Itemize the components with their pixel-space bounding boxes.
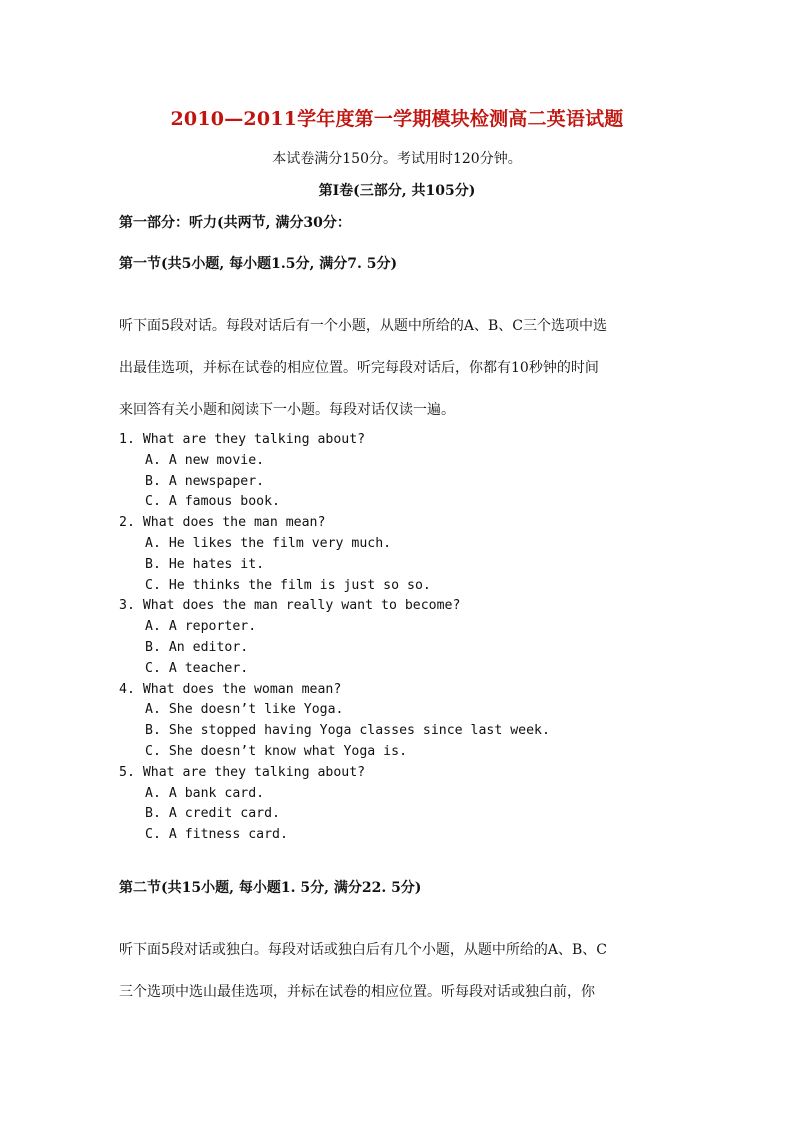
instruction-line: 出最佳选项，并标在试卷的相应位置。听完每段对话后，你都有10秒钟的时间 — [119, 360, 599, 376]
answer-option: A. A reporter. — [145, 619, 257, 635]
answer-option: C. A famous book. — [145, 494, 280, 510]
answer-option: B. A newspaper. — [145, 473, 265, 489]
question-stem: 3. What does the man really want to become? — [119, 598, 461, 614]
instruction-line: 来回答有关小题和阅读下一小题。每段对话仅读一遍。 — [119, 402, 455, 418]
answer-option: B. He hates it. — [145, 556, 265, 572]
question-stem: 1. What are they talking about? — [119, 432, 366, 447]
instruction-line: 听下面5段对话。每段对话后有一个小题，从题中所给的A、B、C三个选项中选 — [119, 318, 608, 334]
answer-option: A. He likes the film very much. — [145, 535, 392, 551]
answer-option: B. An editor. — [145, 639, 249, 655]
exam-subtitle: 本试卷满分150分。考试用时120分钟。 — [272, 151, 522, 167]
question-stem: 5. What are they talking about? — [119, 764, 366, 780]
answer-option: C. She doesn’t know what Yoga is. — [145, 743, 408, 759]
part1-heading: 第一部分：听力(共两节, 满分30分： — [119, 215, 351, 231]
section2-heading: 第二节(共15小题, 每小题1. 5分, 满分22. 5分) — [119, 880, 422, 896]
answer-option: B. A credit card. — [145, 806, 280, 822]
answer-option: C. A teacher. — [145, 660, 249, 676]
question-stem: 2. What does the man mean? — [119, 515, 326, 531]
question-stem: 4. What does the woman mean? — [119, 681, 342, 697]
answer-option: A. A bank card. — [145, 785, 265, 801]
exam-title: 2010—2011学年度第一学期模块检测高二英语试题 — [170, 108, 624, 130]
volume-heading: 第I卷(三部分, 共105分) — [318, 183, 476, 199]
answer-option: C. A fitness card. — [145, 827, 288, 843]
answer-option: A. She doesn’t like Yoga. — [145, 702, 344, 718]
instruction-line: 听下面5段对话或独白。每段对话或独白后有几个小题，从题中所给的A、B、C — [119, 942, 608, 958]
question-list — [119, 430, 550, 846]
answer-option: B. She stopped having Yoga classes since last week. — [145, 723, 550, 739]
instruction-line: 三个选项中选山最佳选项，并标在试卷的相应位置。听每段对话或独白前，你 — [119, 984, 595, 1000]
answer-option: C. He thinks the film is just so so. — [145, 577, 431, 593]
section1-heading: 第一节(共5小题, 每小题1.5分, 满分7. 5分) — [119, 256, 398, 272]
answer-option: A. A new movie. — [145, 452, 265, 468]
section1-instructions — [119, 317, 679, 443]
section2-instructions — [119, 941, 679, 1025]
